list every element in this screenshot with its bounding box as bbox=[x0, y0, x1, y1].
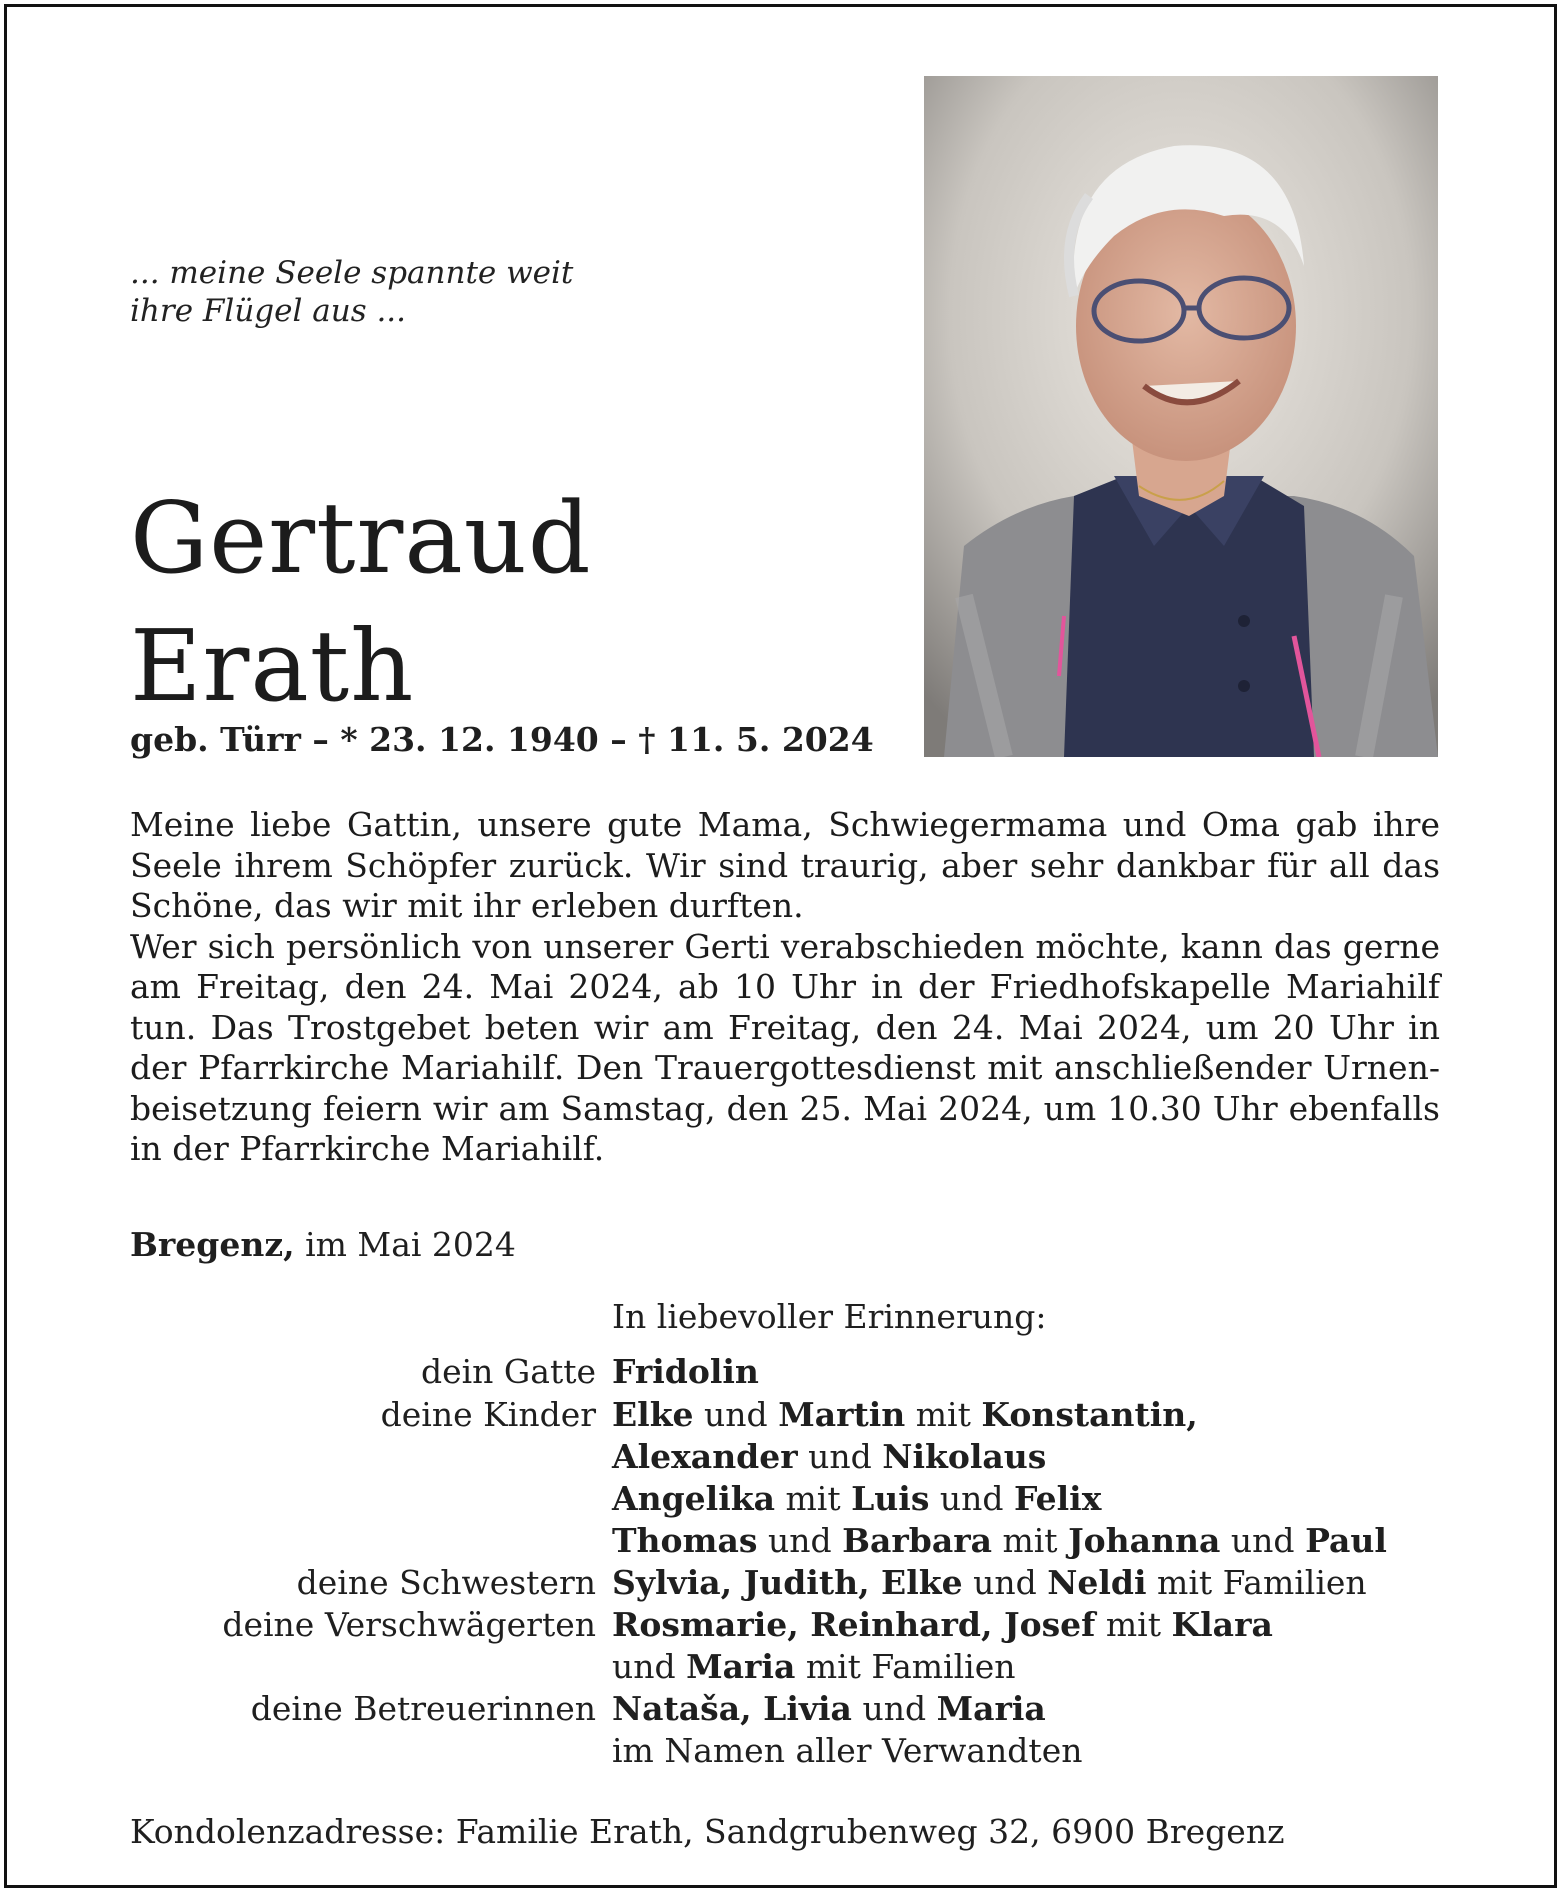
mourner-name: Nataša, Livia bbox=[612, 1689, 852, 1728]
mourner-name: Fridolin bbox=[612, 1352, 759, 1391]
mourner-name: Thomas bbox=[612, 1521, 758, 1560]
mourner-name: Nikolaus bbox=[882, 1437, 1047, 1476]
mourner-line bbox=[612, 1605, 1273, 1644]
place-month: im Mai 2024 bbox=[294, 1225, 516, 1264]
condolence-address: Kondolenzadresse: Familie Erath, Sandgrubenweg 32, 6900 Bregenz bbox=[130, 1812, 1285, 1851]
connector: mit bbox=[775, 1479, 852, 1518]
motto-line-1: ... meine Seele spannte weit bbox=[130, 255, 574, 291]
last-name: Erath bbox=[130, 610, 415, 724]
place-city: Bregenz, bbox=[130, 1225, 295, 1264]
mourner-name: Maria bbox=[686, 1647, 796, 1686]
mourner-name: Sylvia, Judith, Elke bbox=[612, 1563, 963, 1602]
relation-label-verschwaegerten: deine Verschwägerten bbox=[222, 1605, 596, 1644]
mourner-name: Felix bbox=[1014, 1479, 1102, 1518]
motto-quote bbox=[130, 254, 573, 330]
connector: mit bbox=[1095, 1605, 1172, 1644]
mourner-name: Barbara bbox=[842, 1521, 992, 1560]
mourner-line bbox=[612, 1647, 1016, 1686]
relation-label-kinder: deine Kinder bbox=[380, 1395, 596, 1434]
relatives-line: im Namen aller Verwandten bbox=[612, 1731, 1083, 1770]
first-name: Gertraud bbox=[130, 482, 592, 596]
connector: mit bbox=[991, 1521, 1069, 1560]
relation-label-betreuerinnen: deine Betreuerinnen bbox=[250, 1689, 596, 1728]
mourner-name: Luis bbox=[851, 1479, 930, 1518]
obituary-text bbox=[130, 805, 1440, 1170]
mourner-line bbox=[612, 1437, 1046, 1476]
mourner-name: Neldi bbox=[1047, 1563, 1147, 1602]
connector: mit bbox=[905, 1395, 982, 1434]
deceased-name bbox=[130, 475, 592, 731]
memory-intro: In liebevoller Erinnerung: bbox=[612, 1297, 1047, 1336]
mourner-name: Elke bbox=[612, 1395, 694, 1434]
connector: und bbox=[693, 1395, 779, 1434]
birth-death-dates: geb. Türr – * 23. 12. 1940 – † 11. 5. 2024 bbox=[130, 720, 874, 759]
connector: mit Familien bbox=[1146, 1563, 1367, 1602]
portrait-photo bbox=[924, 76, 1438, 757]
connector: und bbox=[1220, 1521, 1306, 1560]
portrait-photo-icon bbox=[924, 76, 1438, 757]
mourner-name: Konstantin, bbox=[981, 1395, 1198, 1434]
motto-line-2: ihre Flügel aus ... bbox=[130, 293, 407, 329]
place-date bbox=[130, 1225, 516, 1264]
connector: mit Familien bbox=[795, 1647, 1016, 1686]
obituary-paragraph-2: Wer sich persönlich von unserer Gerti verabschieden möchte, kann das gerne am Freitag, den 24. Mai 2024, ab 10 Uhr in der Friedhofskapelle Mariahilf tun. Das Trostgebet beten wir am Freitag, den 24. Mai 2024, um 20 Uhr in der Pfarrkirche Mariahilf. Den Trauergottesdienst mit anschließender Urnenbeisetzung feiern wir am Samstag, den 25. Mai 2024, um 10.30 Uhr ebenfalls in der Pfarrkirche Mariahilf. bbox=[130, 926, 1440, 1168]
connector: und bbox=[962, 1563, 1048, 1602]
mourner-name: Angelika bbox=[612, 1479, 775, 1518]
connector: und bbox=[851, 1689, 937, 1728]
connector: und bbox=[757, 1521, 843, 1560]
mourner-name: Rosmarie, Reinhard, Josef bbox=[612, 1605, 1096, 1644]
connector: und bbox=[612, 1647, 687, 1686]
mourner-name: Johanna bbox=[1068, 1521, 1221, 1560]
connector: und bbox=[929, 1479, 1015, 1518]
connector: und bbox=[797, 1437, 883, 1476]
mourner-name: Alexander bbox=[612, 1437, 798, 1476]
mourner-line bbox=[612, 1395, 1198, 1434]
mourner-line bbox=[612, 1689, 1046, 1728]
relation-label-gatte: dein Gatte bbox=[420, 1352, 596, 1391]
mourner-name: Paul bbox=[1305, 1521, 1387, 1560]
mourner-line bbox=[612, 1479, 1101, 1518]
relation-label-schwestern: deine Schwestern bbox=[296, 1563, 596, 1602]
mourner-name: Klara bbox=[1171, 1605, 1273, 1644]
mourner-line bbox=[612, 1352, 759, 1391]
mourner-name: Maria bbox=[936, 1689, 1046, 1728]
mourner-line bbox=[612, 1563, 1367, 1602]
mourner-name: Martin bbox=[778, 1395, 906, 1434]
mourner-line bbox=[612, 1521, 1387, 1560]
obituary-paragraph-1: Meine liebe Gattin, unsere gute Mama, Schwiegermama und Oma gab ihre Seele ihrem Schöpfer zurück. Wir sind traurig, aber sehr dankbar für all das Schöne, das wir mit ihr erleben durften. bbox=[130, 805, 1440, 925]
